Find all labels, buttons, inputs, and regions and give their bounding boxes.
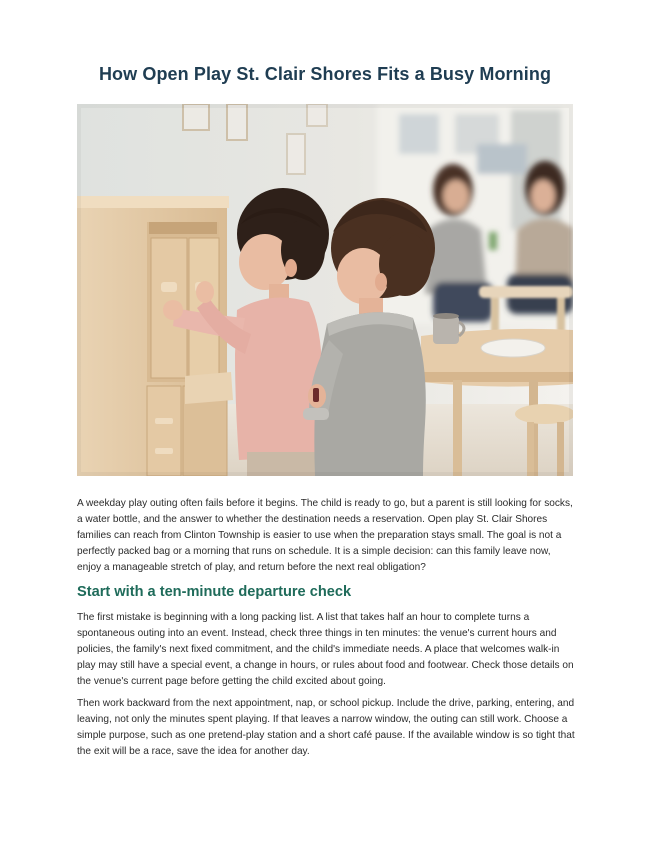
body-paragraph-1: The first mistake is beginning with a long packing list. A list that takes half an hour to complete turns a spontaneous outing into an event. Instead, check three things in ten minutes: the venue's current hours and policies, the family's next fixed commitment, and the child's immediate needs. A place that welcomes walk-in play may still have a special event, a change in hours, or rules about food and footwear. Check those details on the venue's current page before getting the child excited about going. — [77, 612, 574, 687]
body-paragraph-2: Then work backward from the next appointment, nap, or school pickup. Include the drive, parking, entering, and leaving, not only the minutes spent playing. If that leaves a narrow window, the outing can still work. Choose a simple purpose, such as one pretend-play station and a short café pause. If the available window is so tight that the exit will be a race, save the idea for another day. — [77, 698, 575, 757]
hero-photo — [77, 104, 573, 476]
intro-paragraph: A weekday play outing often fails before it begins. The child is ready to go, but a parent is still looking for socks, a water bottle, and the answer to whether the destination needs a reservation. Open play St. Clair Shores families can reach from Clinton Township is easier to use when the preparation stays small. The goal is not a perfectly packed bag or a morning that runs on schedule. It is a simple decision: can this family leave now, enjoy a manageable stretch of play, and return before the next real obligation? — [77, 498, 573, 573]
page-title: How Open Play St. Clair Shores Fits a Busy Morning — [98, 64, 552, 84]
section-heading: Start with a ten-minute departure check — [77, 584, 352, 600]
